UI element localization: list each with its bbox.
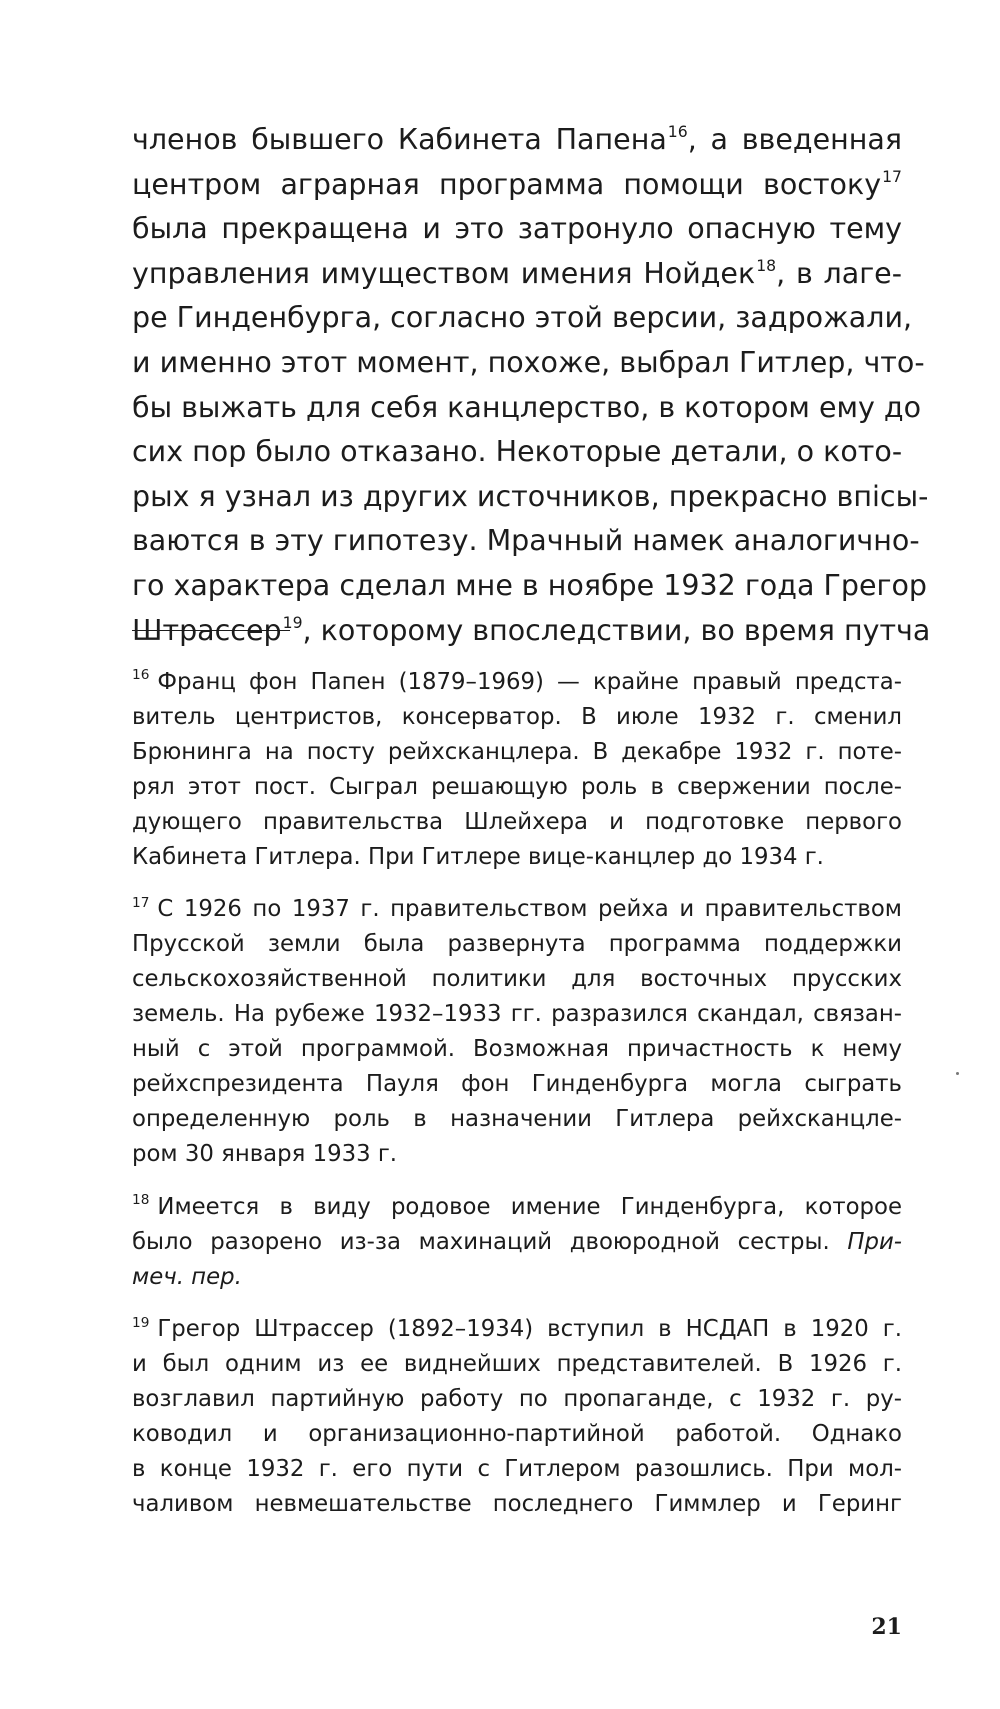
footnote-line: определенную роль в назначении Гитлера рейхсканцле- [132,1105,902,1132]
footnote-line: ководил и организационно-партийной работой. Однако [132,1421,902,1448]
footnote-line: возглавил партийную работу по пропаганде, с 1932 г. ру- [132,1386,902,1413]
main-line: ре Гинденбурга, согласно этой версии, задрожали, [132,301,913,335]
main-line: сих пор было отказано. Некоторые детали, о кото- [132,435,903,469]
footnote-17 [132,892,902,1171]
footnote-line: сельскохозяйственной политики для восточных прусских [132,966,902,993]
footnote-18 [132,1190,902,1295]
footnote-number: 18 [132,1192,150,1209]
main-line: го характера сделал мне в ноябре 1932 года Грегор [132,568,927,602]
footnote-line: $^{17}$ С 1926 по 1937 г. правительством рейха и правительством [132,894,902,923]
footnote-line: Кабинета Гитлера. При Гитлере вице-канцлер до 1934 г. [132,843,824,870]
main-line: ваются в эту гипотезу. Мрачный намек аналогично- [132,524,920,558]
footnote-line: $^{19}$ Грегор Штрассер (1892–1934) вступил в НСДАП в 1920 г. [132,1314,902,1343]
main-line: рых я узнал из других источников, прекрасно впісы- [132,479,929,513]
footnote-line: чаливом невмешательстве последнего Гиммлер и Геринг [132,1490,902,1517]
footnote-line: было разорено из-за махинаций двоюродной сестры. При- [132,1228,902,1255]
main-line: членов бывшего Кабинета Папена$^{16}$, а введенная [132,122,902,156]
paper-speck [956,1072,959,1075]
footnote-line: ром 30 января 1933 г. [132,1140,398,1167]
footnote-line: земель. На рубеже 1932–1933 гг. разразился скандал, связан- [132,1001,902,1028]
footnote-line: меч. пер. [132,1263,242,1290]
footnote-ref-17: 17 [882,166,902,186]
footnote-line: рейхспрезидента Пауля фон Гинденбурга могла сыграть [132,1070,902,1097]
footnote-ref-19: 19 [282,612,303,632]
main-line: и именно этот момент, похоже, выбрал Гитлер, что- [132,345,925,379]
footnote-19 [132,1312,902,1521]
footnotes [132,665,902,1540]
main-line: управления имуществом имения Нойдек$^{18}$, в лаге- [132,256,902,290]
footnote-number: 16 [132,667,150,684]
footnote-line: рял этот пост. Сыграл решающую роль в свержении после- [132,773,902,800]
main-line: бы выжать для себя канцлерство, в котором ему до [132,390,922,424]
footnote-line: ный с этой программой. Возможная причастность к нему [132,1036,902,1063]
translator-note-abbrev: При- [847,1228,902,1255]
footnote-number: 19 [132,1314,150,1331]
footnote-line: витель центристов, консерватор. В июле 1932 г. сменил [132,703,902,730]
footnote-number: 17 [132,894,150,911]
footnote-16 [132,665,902,874]
footnote-line: Прусской земли была развернута программа поддержки [132,931,902,958]
main-line: центром аграрная программа помощи востоку$^{17}$ [132,166,902,201]
page-number: 21 [871,1614,902,1640]
footnote-line: $^{16}$ Франц фон Папен (1879–1969) — крайне правый предста- [132,667,902,695]
main-line: была прекращена и это затронуло опасную тему [132,212,902,246]
footnote-separator [132,630,290,631]
footnote-line: $^{18}$ Имеется в виду родовое имение Гинденбурга, которое [132,1192,902,1220]
main-text [132,118,931,653]
footnote-ref-16: 16 [667,122,688,142]
footnote-line: в конце 1932 г. его пути с Гитлером разошлись. При мол- [132,1456,902,1483]
main-line: Штрассер$^{19}$, которому впоследствии, во время путча [132,612,931,647]
footnote-line: дующего правительства Шлейхера и подготовке первого [132,808,902,835]
footnote-ref-18: 18 [756,256,777,276]
footnote-line: Брюнинга на посту рейхсканцлера. В декабре 1932 г. поте- [132,738,902,765]
footnote-line: и был одним из ее виднейших представителей. В 1926 г. [132,1351,902,1378]
